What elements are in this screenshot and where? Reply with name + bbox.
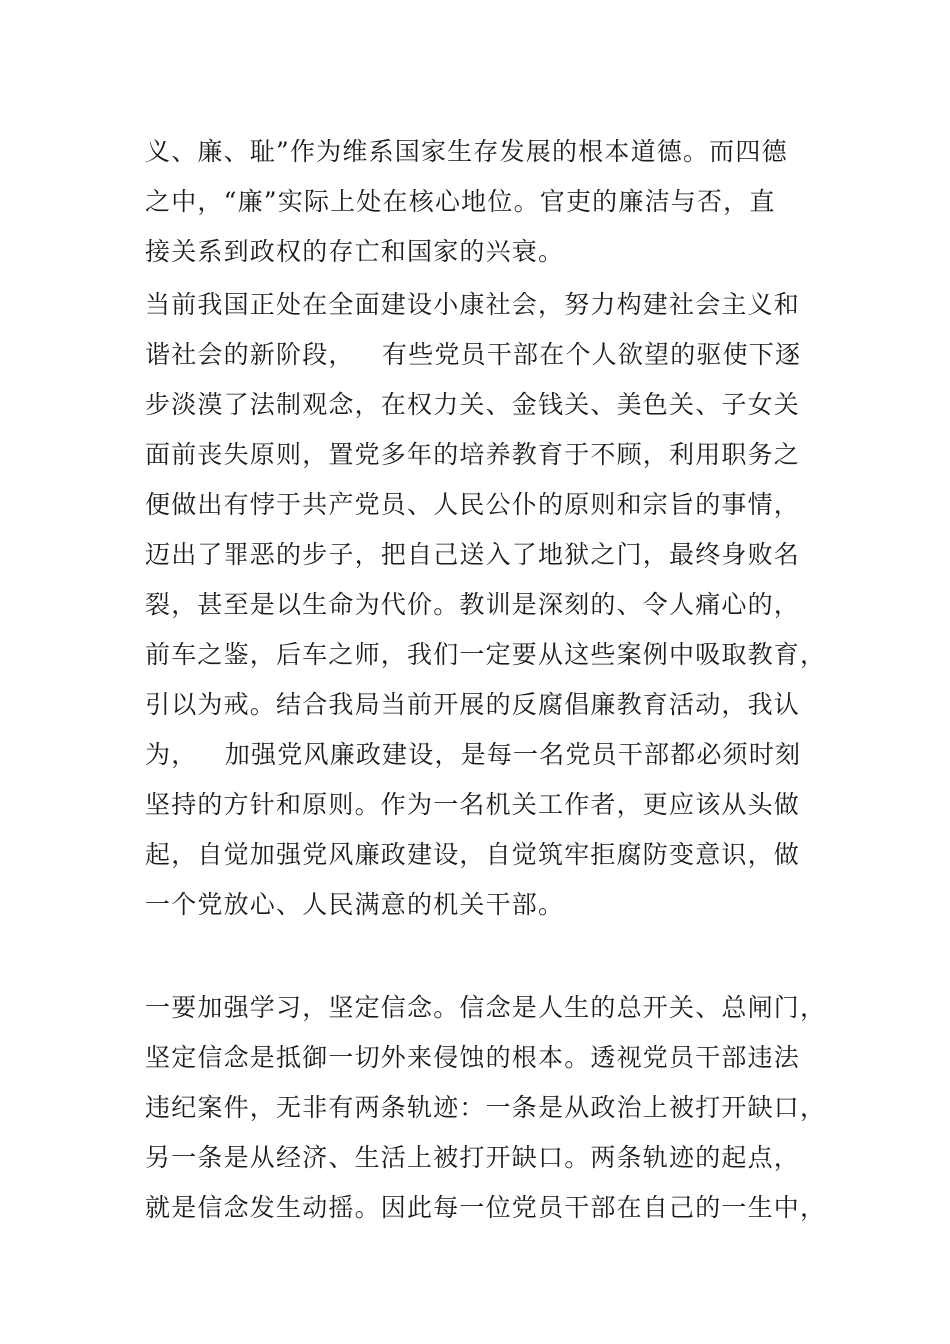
text-line: 违纪案件，无非有两条轨迹：一条是从政治上被打开缺口，	[145, 1093, 827, 1122]
text-line: 便做出有悖于共产党员、人民公仆的原则和宗旨的事情，	[145, 490, 801, 519]
text-line: 另一条是从经济、生活上被打开缺口。两条轨迹的起点，	[145, 1143, 801, 1172]
text-line: 义、廉、耻”作为维系国家生存发展的根本道德。而四德	[145, 137, 788, 166]
text-line: 为， 加强党风廉政建设，是每一名党员干部都必须时刻	[145, 740, 802, 769]
text-line: 起，自觉加强党风廉政建设，自觉筑牢拒腐防变意识，做	[145, 840, 801, 869]
text-line: 接关系到政权的存亡和国家的兴衰。	[145, 237, 565, 266]
text-line: 引以为戒。结合我局当前开展的反腐倡廉教育活动，我认	[145, 690, 801, 719]
text-line: 迈出了罪恶的步子，把自己送入了地狱之门，最终身败名	[145, 540, 801, 569]
text-line: 坚定信念是抵御一切外来侵蚀的根本。透视党员干部违法	[145, 1043, 801, 1072]
text-line: 面前丧失原则，置党多年的培养教育于不顾，利用职务之	[145, 440, 801, 469]
text-line: 一个党放心、人民满意的机关干部。	[145, 890, 565, 919]
text-line: 谐社会的新阶段， 有些党员干部在个人欲望的驱使下逐	[145, 340, 802, 369]
text-line: 就是信念发生动摇。因此每一位党员干部在自己的一生中，	[145, 1193, 827, 1222]
text-line: 裂，甚至是以生命为代价。教训是深刻的、令人痛心的，	[145, 590, 801, 619]
text-line: 坚持的方针和原则。作为一名机关工作者，更应该从头做	[145, 790, 801, 819]
text-line: 步淡漠了法制观念，在权力关、金钱关、美色关、子女关	[145, 390, 801, 419]
text-line: 之中，“廉”实际上处在核心地位。官吏的廉洁与否，直	[145, 187, 776, 216]
text-line: 当前我国正处在全面建设小康社会，努力构建社会主义和	[145, 290, 801, 319]
text-line: 前车之鉴，后车之师，我们一定要从这些案例中吸取教育，	[145, 640, 827, 669]
text-line: 一要加强学习，坚定信念。信念是人生的总开关、总闸门，	[145, 993, 827, 1022]
